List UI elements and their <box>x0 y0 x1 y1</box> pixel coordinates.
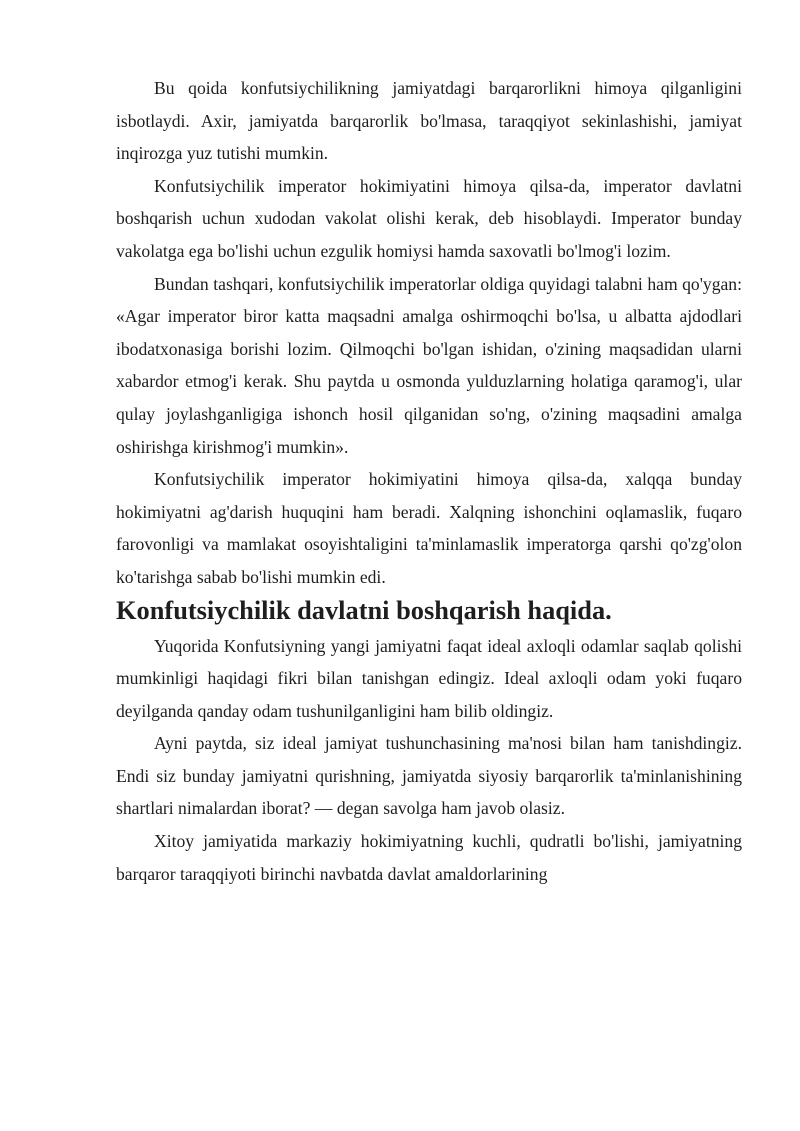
paragraph-ancestral-temple: Bundan tashqari, konfutsiychilik imperatorlar oldiga quyidagi talabni ham qo'ygan: «Agar imperator biror katta maqsadni amalga oshirmoqchi bo'lsa, u albatta ajdodlari ibodatxonasiga borishi lozim. Qilmoqchi bo'lgan ishidan, o'zining maqsadidan ularni xabardor etmog'i kerak. Shu paytda u osmonda yulduzlarning holatiga qaramog'i, ular qulay joylashganligiga ishonch hosil qilganidan so'ng, o'zining maqsadini amalga oshirishga kirishmog'i mumkin». <box>116 273 742 457</box>
paragraph-right-to-overthrow: Konfutsiychilik imperator hokimiyatini himoya qilsa-da, xalqqa bunday hokimiyatni ag'darish huquqini ham beradi. Xalqning ishonchini oqlamaslik, fuqaro farovonligi va mamlakat osoyishtaligini ta'minlamaslik imperatorga qarshi qo'zg'olon ko'tarishga sabab bo'lishi mumkin edi. <box>116 469 742 587</box>
paragraph-ideal-society: Ayni paytda, siz ideal jamiyat tushunchasining ma'nosi bilan ham tanishdingiz. Endi siz bunday jamiyatni qurishning, jamiyatda siyosiy barqarorlik ta'minlanishining shartlari nimalardan iborat? — degan savolga ham javob olasiz. <box>116 733 742 819</box>
document-body <box>116 72 742 890</box>
paragraph-imperial-mandate: Konfutsiychilik imperator hokimiyatini himoya qilsa-da, imperator davlatni boshqarish uchun xudodan vakolat olishi kerak, deb hisoblaydi. Imperator bunday vakolatga ega bo'lishi uchun ezgulik homiysi hamda saxovatli bo'lmog'i lozim. <box>116 175 742 261</box>
paragraph-stability-rule: Bu qoida konfutsiychilikning jamiyatdagi barqarorlikni himoya qilganligini isbotlaydi. Axir, jamiyatda barqarorlik bo'lmasa, taraqqiyot sekinlashishi, jamiyat inqirozga yuz tutishi mumkin. <box>116 78 742 164</box>
paragraph-central-authority: Xitoy jamiyatida markaziy hokimiyatning kuchli, qudratli bo'lishi, jamiyatning barqaror taraqqiyoti birinchi navbatda davlat amaldorlarining <box>116 831 742 884</box>
section-heading: Konfutsiychilik davlatni boshqarish haqida. <box>116 594 612 625</box>
paragraph-ideal-moral-person: Yuqorida Konfutsiyning yangi jamiyatni faqat ideal axloqli odamlar saqlab qolishi mumkinligi haqidagi fikri bilan tanishgan edingiz. Ideal axloqli odam yoki fuqaro deyilganda qanday odam tushunilganligini ham bilib oldingiz. <box>116 635 742 721</box>
